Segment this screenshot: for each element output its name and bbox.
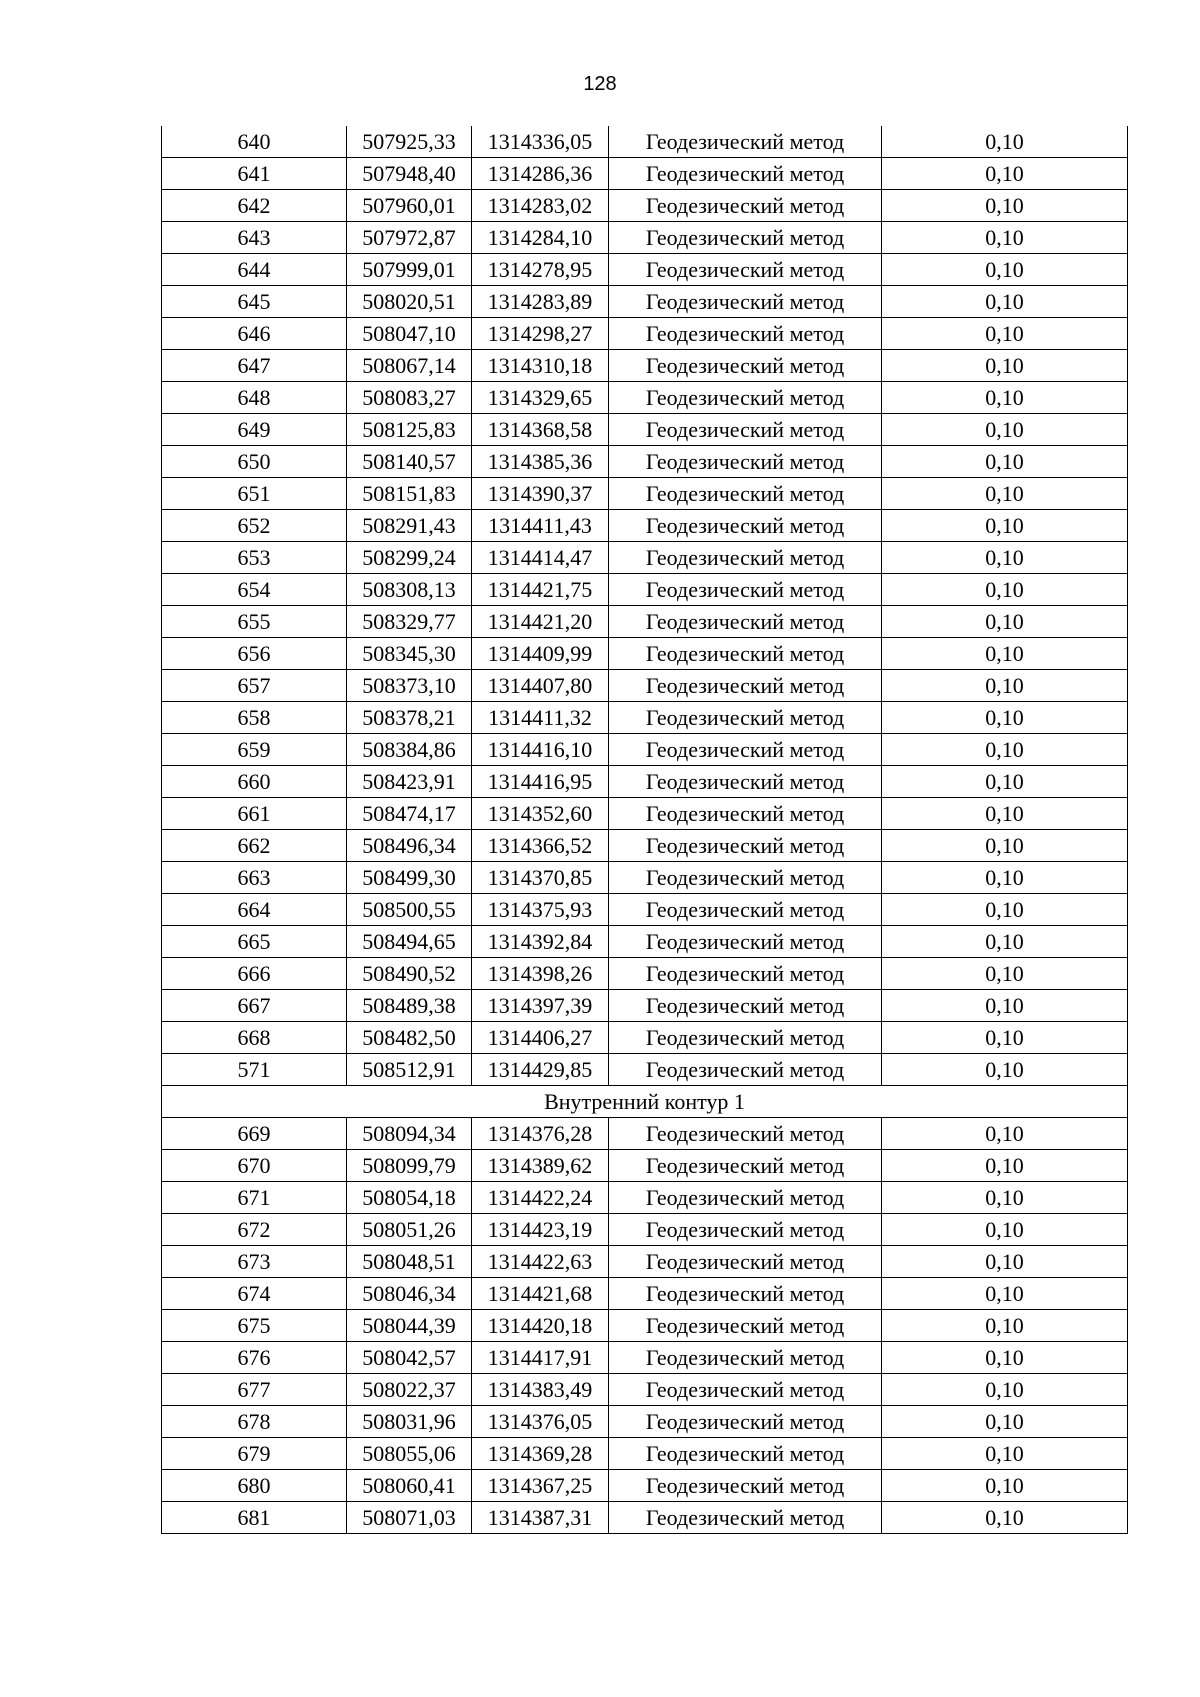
point-number-cell: 642: [162, 190, 347, 222]
method-cell: Геодезический метод: [609, 254, 882, 286]
accuracy-cell: 0,10: [882, 798, 1128, 830]
y-coordinate-cell: 1314368,58: [472, 414, 609, 446]
x-coordinate-cell: 508512,91: [347, 1054, 472, 1086]
x-coordinate-cell: 508094,34: [347, 1118, 472, 1150]
x-coordinate-cell: 508496,34: [347, 830, 472, 862]
accuracy-cell: 0,10: [882, 958, 1128, 990]
y-coordinate-cell: 1314414,47: [472, 542, 609, 574]
method-cell: Геодезический метод: [609, 190, 882, 222]
table-row: [162, 1374, 1128, 1406]
accuracy-cell: 0,10: [882, 414, 1128, 446]
accuracy-cell: 0,10: [882, 1214, 1128, 1246]
method-cell: Геодезический метод: [609, 350, 882, 382]
x-coordinate-cell: 507948,40: [347, 158, 472, 190]
table-row: [162, 1022, 1128, 1054]
method-cell: Геодезический метод: [609, 510, 882, 542]
x-coordinate-cell: 508291,43: [347, 510, 472, 542]
x-coordinate-cell: 507999,01: [347, 254, 472, 286]
table-row: [162, 1342, 1128, 1374]
x-coordinate-cell: 508345,30: [347, 638, 472, 670]
point-number-cell: 668: [162, 1022, 347, 1054]
coordinates-table-body: [162, 126, 1128, 1534]
accuracy-cell: 0,10: [882, 542, 1128, 574]
table-row: [162, 254, 1128, 286]
x-coordinate-cell: 508020,51: [347, 286, 472, 318]
accuracy-cell: 0,10: [882, 1310, 1128, 1342]
x-coordinate-cell: 508044,39: [347, 1310, 472, 1342]
y-coordinate-cell: 1314283,02: [472, 190, 609, 222]
y-coordinate-cell: 1314421,75: [472, 574, 609, 606]
section-label: Внутренний контур 1: [162, 1086, 1128, 1118]
method-cell: Геодезический метод: [609, 958, 882, 990]
point-number-cell: 644: [162, 254, 347, 286]
x-coordinate-cell: 508494,65: [347, 926, 472, 958]
y-coordinate-cell: 1314389,62: [472, 1150, 609, 1182]
x-coordinate-cell: 508140,57: [347, 446, 472, 478]
accuracy-cell: 0,10: [882, 862, 1128, 894]
x-coordinate-cell: 508482,50: [347, 1022, 472, 1054]
accuracy-cell: 0,10: [882, 286, 1128, 318]
point-number-cell: 645: [162, 286, 347, 318]
accuracy-cell: 0,10: [882, 606, 1128, 638]
y-coordinate-cell: 1314420,18: [472, 1310, 609, 1342]
x-coordinate-cell: 508048,51: [347, 1246, 472, 1278]
method-cell: Геодезический метод: [609, 606, 882, 638]
table-row: [162, 734, 1128, 766]
method-cell: Геодезический метод: [609, 318, 882, 350]
table-row: [162, 766, 1128, 798]
point-number-cell: 663: [162, 862, 347, 894]
method-cell: Геодезический метод: [609, 446, 882, 478]
y-coordinate-cell: 1314416,95: [472, 766, 609, 798]
accuracy-cell: 0,10: [882, 1246, 1128, 1278]
section-row: [162, 1086, 1128, 1118]
y-coordinate-cell: 1314310,18: [472, 350, 609, 382]
point-number-cell: 679: [162, 1438, 347, 1470]
method-cell: Геодезический метод: [609, 286, 882, 318]
x-coordinate-cell: 508474,17: [347, 798, 472, 830]
accuracy-cell: 0,10: [882, 1022, 1128, 1054]
accuracy-cell: 0,10: [882, 574, 1128, 606]
accuracy-cell: 0,10: [882, 446, 1128, 478]
method-cell: Геодезический метод: [609, 798, 882, 830]
table-row: [162, 286, 1128, 318]
table-row: [162, 862, 1128, 894]
y-coordinate-cell: 1314398,26: [472, 958, 609, 990]
point-number-cell: 649: [162, 414, 347, 446]
y-coordinate-cell: 1314352,60: [472, 798, 609, 830]
y-coordinate-cell: 1314422,63: [472, 1246, 609, 1278]
method-cell: Геодезический метод: [609, 382, 882, 414]
y-coordinate-cell: 1314283,89: [472, 286, 609, 318]
x-coordinate-cell: 508151,83: [347, 478, 472, 510]
point-number-cell: 671: [162, 1182, 347, 1214]
y-coordinate-cell: 1314336,05: [472, 126, 609, 158]
coordinates-table: [161, 126, 1128, 1534]
x-coordinate-cell: 508384,86: [347, 734, 472, 766]
x-coordinate-cell: 508060,41: [347, 1470, 472, 1502]
accuracy-cell: 0,10: [882, 382, 1128, 414]
x-coordinate-cell: 508099,79: [347, 1150, 472, 1182]
accuracy-cell: 0,10: [882, 926, 1128, 958]
method-cell: Геодезический метод: [609, 1278, 882, 1310]
method-cell: Геодезический метод: [609, 1150, 882, 1182]
method-cell: Геодезический метод: [609, 1374, 882, 1406]
y-coordinate-cell: 1314411,43: [472, 510, 609, 542]
y-coordinate-cell: 1314422,24: [472, 1182, 609, 1214]
x-coordinate-cell: 508051,26: [347, 1214, 472, 1246]
accuracy-cell: 0,10: [882, 894, 1128, 926]
y-coordinate-cell: 1314397,39: [472, 990, 609, 1022]
accuracy-cell: 0,10: [882, 222, 1128, 254]
accuracy-cell: 0,10: [882, 190, 1128, 222]
point-number-cell: 672: [162, 1214, 347, 1246]
table-row: [162, 478, 1128, 510]
method-cell: Геодезический метод: [609, 1054, 882, 1086]
point-number-cell: 673: [162, 1246, 347, 1278]
y-coordinate-cell: 1314385,36: [472, 446, 609, 478]
point-number-cell: 647: [162, 350, 347, 382]
point-number-cell: 669: [162, 1118, 347, 1150]
method-cell: Геодезический метод: [609, 158, 882, 190]
point-number-cell: 653: [162, 542, 347, 574]
y-coordinate-cell: 1314429,85: [472, 1054, 609, 1086]
method-cell: Геодезический метод: [609, 862, 882, 894]
point-number-cell: 646: [162, 318, 347, 350]
table-row: [162, 1502, 1128, 1534]
y-coordinate-cell: 1314286,36: [472, 158, 609, 190]
method-cell: Геодезический метод: [609, 1022, 882, 1054]
point-number-cell: 661: [162, 798, 347, 830]
y-coordinate-cell: 1314387,31: [472, 1502, 609, 1534]
method-cell: Геодезический метод: [609, 1310, 882, 1342]
method-cell: Геодезический метод: [609, 1246, 882, 1278]
x-coordinate-cell: 508373,10: [347, 670, 472, 702]
x-coordinate-cell: 508490,52: [347, 958, 472, 990]
point-number-cell: 650: [162, 446, 347, 478]
method-cell: Геодезический метод: [609, 1182, 882, 1214]
method-cell: Геодезический метод: [609, 542, 882, 574]
x-coordinate-cell: 508308,13: [347, 574, 472, 606]
x-coordinate-cell: 508055,06: [347, 1438, 472, 1470]
method-cell: Геодезический метод: [609, 670, 882, 702]
x-coordinate-cell: 508378,21: [347, 702, 472, 734]
method-cell: Геодезический метод: [609, 1438, 882, 1470]
table-row: [162, 1182, 1128, 1214]
table-row: [162, 926, 1128, 958]
accuracy-cell: 0,10: [882, 350, 1128, 382]
method-cell: Геодезический метод: [609, 574, 882, 606]
table-row: [162, 1150, 1128, 1182]
table-row: [162, 158, 1128, 190]
point-number-cell: 651: [162, 478, 347, 510]
y-coordinate-cell: 1314390,37: [472, 478, 609, 510]
y-coordinate-cell: 1314407,80: [472, 670, 609, 702]
method-cell: Геодезический метод: [609, 1470, 882, 1502]
page-number: 128: [583, 73, 617, 95]
table-row: [162, 1406, 1128, 1438]
point-number-cell: 681: [162, 1502, 347, 1534]
table-row: [162, 1470, 1128, 1502]
point-number-cell: 652: [162, 510, 347, 542]
accuracy-cell: 0,10: [882, 670, 1128, 702]
table-row: [162, 1246, 1128, 1278]
x-coordinate-cell: 508299,24: [347, 542, 472, 574]
accuracy-cell: 0,10: [882, 510, 1128, 542]
method-cell: Геодезический метод: [609, 766, 882, 798]
y-coordinate-cell: 1314370,85: [472, 862, 609, 894]
point-number-cell: 662: [162, 830, 347, 862]
table-row: [162, 542, 1128, 574]
y-coordinate-cell: 1314366,52: [472, 830, 609, 862]
accuracy-cell: 0,10: [882, 478, 1128, 510]
y-coordinate-cell: 1314376,28: [472, 1118, 609, 1150]
table-row: [162, 382, 1128, 414]
table-row: [162, 446, 1128, 478]
method-cell: Геодезический метод: [609, 830, 882, 862]
table-row: [162, 702, 1128, 734]
accuracy-cell: 0,10: [882, 766, 1128, 798]
table-row: [162, 990, 1128, 1022]
accuracy-cell: 0,10: [882, 1278, 1128, 1310]
point-number-cell: 648: [162, 382, 347, 414]
method-cell: Геодезический метод: [609, 478, 882, 510]
table-row: [162, 1214, 1128, 1246]
accuracy-cell: 0,10: [882, 1118, 1128, 1150]
table-row: [162, 414, 1128, 446]
accuracy-cell: 0,10: [882, 1406, 1128, 1438]
y-coordinate-cell: 1314284,10: [472, 222, 609, 254]
point-number-cell: 643: [162, 222, 347, 254]
accuracy-cell: 0,10: [882, 1182, 1128, 1214]
method-cell: Геодезический метод: [609, 1406, 882, 1438]
point-number-cell: 660: [162, 766, 347, 798]
accuracy-cell: 0,10: [882, 1502, 1128, 1534]
accuracy-cell: 0,10: [882, 1054, 1128, 1086]
table-row: [162, 510, 1128, 542]
method-cell: Геодезический метод: [609, 926, 882, 958]
method-cell: Геодезический метод: [609, 734, 882, 766]
table-row: [162, 190, 1128, 222]
y-coordinate-cell: 1314298,27: [472, 318, 609, 350]
x-coordinate-cell: 507960,01: [347, 190, 472, 222]
table-row: [162, 350, 1128, 382]
y-coordinate-cell: 1314329,65: [472, 382, 609, 414]
accuracy-cell: 0,10: [882, 830, 1128, 862]
x-coordinate-cell: 508329,77: [347, 606, 472, 638]
y-coordinate-cell: 1314392,84: [472, 926, 609, 958]
point-number-cell: 659: [162, 734, 347, 766]
y-coordinate-cell: 1314416,10: [472, 734, 609, 766]
table-row: [162, 798, 1128, 830]
table-row: [162, 606, 1128, 638]
y-coordinate-cell: 1314417,91: [472, 1342, 609, 1374]
accuracy-cell: 0,10: [882, 1438, 1128, 1470]
point-number-cell: 655: [162, 606, 347, 638]
y-coordinate-cell: 1314406,27: [472, 1022, 609, 1054]
table-row: [162, 574, 1128, 606]
x-coordinate-cell: 507972,87: [347, 222, 472, 254]
x-coordinate-cell: 508125,83: [347, 414, 472, 446]
point-number-cell: 676: [162, 1342, 347, 1374]
point-number-cell: 641: [162, 158, 347, 190]
point-number-cell: 654: [162, 574, 347, 606]
method-cell: Геодезический метод: [609, 990, 882, 1022]
table-row: [162, 830, 1128, 862]
accuracy-cell: 0,10: [882, 1374, 1128, 1406]
y-coordinate-cell: 1314423,19: [472, 1214, 609, 1246]
x-coordinate-cell: 508083,27: [347, 382, 472, 414]
table-row: [162, 894, 1128, 926]
table-row: [162, 1278, 1128, 1310]
point-number-cell: 678: [162, 1406, 347, 1438]
accuracy-cell: 0,10: [882, 638, 1128, 670]
method-cell: Геодезический метод: [609, 414, 882, 446]
accuracy-cell: 0,10: [882, 254, 1128, 286]
y-coordinate-cell: 1314278,95: [472, 254, 609, 286]
y-coordinate-cell: 1314376,05: [472, 1406, 609, 1438]
method-cell: Геодезический метод: [609, 638, 882, 670]
table-row: [162, 670, 1128, 702]
y-coordinate-cell: 1314421,20: [472, 606, 609, 638]
method-cell: Геодезический метод: [609, 222, 882, 254]
table-row: [162, 638, 1128, 670]
accuracy-cell: 0,10: [882, 734, 1128, 766]
point-number-cell: 675: [162, 1310, 347, 1342]
x-coordinate-cell: 508500,55: [347, 894, 472, 926]
method-cell: Геодезический метод: [609, 1502, 882, 1534]
point-number-cell: 677: [162, 1374, 347, 1406]
point-number-cell: 670: [162, 1150, 347, 1182]
method-cell: Геодезический метод: [609, 702, 882, 734]
accuracy-cell: 0,10: [882, 990, 1128, 1022]
y-coordinate-cell: 1314367,25: [472, 1470, 609, 1502]
x-coordinate-cell: 508489,38: [347, 990, 472, 1022]
table-row: [162, 222, 1128, 254]
x-coordinate-cell: 508054,18: [347, 1182, 472, 1214]
point-number-cell: 667: [162, 990, 347, 1022]
accuracy-cell: 0,10: [882, 1470, 1128, 1502]
method-cell: Геодезический метод: [609, 1118, 882, 1150]
point-number-cell: 658: [162, 702, 347, 734]
y-coordinate-cell: 1314383,49: [472, 1374, 609, 1406]
accuracy-cell: 0,10: [882, 318, 1128, 350]
y-coordinate-cell: 1314421,68: [472, 1278, 609, 1310]
point-number-cell: 665: [162, 926, 347, 958]
method-cell: Геодезический метод: [609, 126, 882, 158]
accuracy-cell: 0,10: [882, 1150, 1128, 1182]
accuracy-cell: 0,10: [882, 158, 1128, 190]
y-coordinate-cell: 1314411,32: [472, 702, 609, 734]
y-coordinate-cell: 1314375,93: [472, 894, 609, 926]
point-number-cell: 674: [162, 1278, 347, 1310]
x-coordinate-cell: 508499,30: [347, 862, 472, 894]
table-row: [162, 318, 1128, 350]
method-cell: Геодезический метод: [609, 894, 882, 926]
x-coordinate-cell: 508423,91: [347, 766, 472, 798]
table-row: [162, 126, 1128, 158]
y-coordinate-cell: 1314369,28: [472, 1438, 609, 1470]
point-number-cell: 571: [162, 1054, 347, 1086]
accuracy-cell: 0,10: [882, 1342, 1128, 1374]
table-row: [162, 1118, 1128, 1150]
table-row: [162, 1054, 1128, 1086]
table-row: [162, 958, 1128, 990]
point-number-cell: 666: [162, 958, 347, 990]
point-number-cell: 680: [162, 1470, 347, 1502]
x-coordinate-cell: 508067,14: [347, 350, 472, 382]
point-number-cell: 656: [162, 638, 347, 670]
method-cell: Геодезический метод: [609, 1342, 882, 1374]
point-number-cell: 640: [162, 126, 347, 158]
x-coordinate-cell: 508047,10: [347, 318, 472, 350]
point-number-cell: 664: [162, 894, 347, 926]
x-coordinate-cell: 508042,57: [347, 1342, 472, 1374]
accuracy-cell: 0,10: [882, 126, 1128, 158]
accuracy-cell: 0,10: [882, 702, 1128, 734]
y-coordinate-cell: 1314409,99: [472, 638, 609, 670]
method-cell: Геодезический метод: [609, 1214, 882, 1246]
x-coordinate-cell: 508022,37: [347, 1374, 472, 1406]
x-coordinate-cell: 507925,33: [347, 126, 472, 158]
x-coordinate-cell: 508071,03: [347, 1502, 472, 1534]
x-coordinate-cell: 508046,34: [347, 1278, 472, 1310]
x-coordinate-cell: 508031,96: [347, 1406, 472, 1438]
table-row: [162, 1438, 1128, 1470]
table-row: [162, 1310, 1128, 1342]
point-number-cell: 657: [162, 670, 347, 702]
